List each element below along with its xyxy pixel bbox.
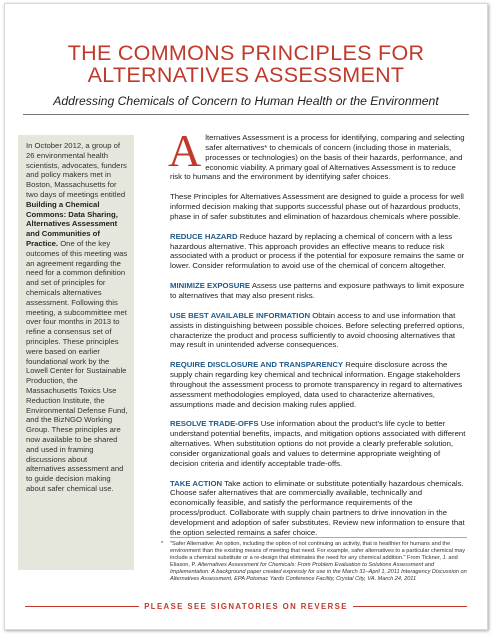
title-line-1: THE COMMONS PRINCIPLES FOR bbox=[67, 41, 425, 65]
signatories-banner bbox=[25, 602, 467, 611]
principle-text: Obtain access to and use information that assists in distinguishing between possible choices. Before selecting preferred options, characterize the product and process sufficiently to avoid choosing alternatives that may result in unintended adverse consequences. bbox=[170, 310, 465, 350]
title-line-2: ALTERNATIVES ASSESSMENT bbox=[87, 63, 405, 87]
footnote-divider bbox=[170, 537, 467, 538]
header-divider bbox=[23, 114, 469, 115]
signatories-label: PLEASE SEE SIGNATORIES ON REVERSE bbox=[144, 602, 348, 611]
principle-heading: TAKE ACTION bbox=[170, 478, 223, 488]
principle-text: Assess use patterns and exposure pathways to limit exposure to alternatives that may also present risks. bbox=[170, 281, 465, 300]
banner-rule-left bbox=[25, 606, 139, 607]
principle-minimize-exposure bbox=[170, 281, 467, 301]
footnote-marker: * bbox=[161, 541, 164, 547]
sidebar-paragraph bbox=[26, 141, 128, 494]
sidebar-text-2: One of the key outcomes of this meeting was an agreement regarding the need for a common definition and set of principles for chemicals alternatives assessment. Following this meeting, a subcommittee met over four months in 2013 to refine a consensus set of principles. These principles were based on earlier foundational work by the Lowell Center for Sustainable Production, the Massachusetts Toxics Use Reduction Institute, the Environmental Defense Fund, and the BizNGO Working Group. These principles are now available to be shared and used in framing discussions about alternatives assessment and to guide decision making about safer chemical use. bbox=[26, 238, 128, 493]
document-subtitle: Addressing Chemicals of Concern to Human Health or the Environment bbox=[53, 94, 439, 108]
main-column bbox=[168, 125, 467, 548]
intro-paragraph bbox=[168, 125, 467, 182]
banner-rule-right bbox=[353, 606, 467, 607]
principle-heading: RESOLVE TRADE-OFFS bbox=[170, 419, 259, 429]
footnote bbox=[161, 541, 467, 583]
footnote-citation: Alternatives Assessment for Chemicals: From Problem Evaluation to Solutions Assessment and Implementation: A background paper created expressly for use in the March 31–April 1, 2011 Interagency Discussion on Alternatives Assessment, EPA Potomac Yards Conference Facility, Crystal City, VA. March 24, 2011 bbox=[170, 562, 467, 582]
principle-reduce-hazard bbox=[170, 232, 467, 271]
intro-text: lternatives Assessment is a process for identifying, comparing and selecting safer alternatives* to chemicals of concern (including those in materials, processes or technologies) on the basis of their hazards, performance, and economic viability. A primary goal of Alternatives Assessment is to reduce risk to humans and the environment by identifying safer choices. bbox=[170, 133, 465, 182]
principle-heading: REQUIRE DISCLOSURE AND TRANSPARENCY bbox=[170, 360, 344, 370]
document-page bbox=[4, 3, 488, 630]
sidebar-box bbox=[18, 135, 134, 570]
principle-text: Take action to eliminate or substitute potentially hazardous chemicals. Choose safer alternatives that are commercially available, technically and economically feasible, and satisfy the performance requirements of the process/product. Collaborate with supply chain partners to drive innovation in the development and adoption of safer substitutes. Review new information to ensure that the option selected remains a safer choice. bbox=[170, 478, 465, 537]
principle-take-action bbox=[170, 479, 467, 538]
footnote-text: "Safer Alternative: An option, including the option of not continuing an activity, that is healthier for humans and the environment than the existing means of meeting that need. For example, safer alternatives to a particular chemical may include a chemical substitute or a re-design that eliminates the need for any chemical addition." From Tickner, J. and Eliason, P. bbox=[170, 541, 466, 568]
principle-text: Use information about the product's life cycle to better understand potential benefits, impacts, and mitigation options associated with different alternatives. When substitution options do not provide a clearly preferable solution, consider organizational goals and values to determine appropriate weighting of decision criteria and identify acceptable trade-offs. bbox=[170, 419, 466, 468]
principle-heading: REDUCE HAZARD bbox=[170, 231, 238, 241]
principle-resolve-tradeoffs bbox=[170, 419, 467, 468]
principle-heading: MINIMIZE EXPOSURE bbox=[170, 281, 251, 291]
sidebar-text-1: In October 2012, a group of 26 environmental health scientists, advocates, funders and policy makers met in Boston, Massachusetts for two days of meetings entitled bbox=[26, 141, 127, 199]
principle-text: Require disclosure across the supply chain regarding key chemical and technical information. Engage stakeholders throughout the assessment process to promote transparency in regard to alternatives assessment methodologies employed, data used to characterize alternatives, assumptions made and decision making rules applied. bbox=[170, 360, 463, 409]
principle-best-information bbox=[170, 311, 467, 350]
document-title bbox=[5, 42, 487, 86]
principle-text: Reduce hazard by replacing a chemical of concern with a less hazardous alternative. This approach provides an effective means to reduce risk associated with a product or process if the potential for exposure remains the same or lower. Consider reformulation to avoid use of the chemical of concern altogether. bbox=[170, 231, 465, 271]
drop-cap: A bbox=[168, 125, 202, 176]
sidebar-bold-title: Building a Chemical Commons: Data Sharing, Alternatives Assessment and Communities of Practice. bbox=[26, 199, 118, 248]
principle-disclosure-transparency bbox=[170, 360, 467, 409]
purpose-paragraph: These Principles for Alternatives Assessment are designed to guide a process for well informed decision making that supports successful phase out of hazardous products, phase in of safer substitutes and elimination of hazardous chemicals where possible. bbox=[170, 192, 464, 221]
principle-heading: USE BEST AVAILABLE INFORMATION bbox=[170, 310, 311, 320]
